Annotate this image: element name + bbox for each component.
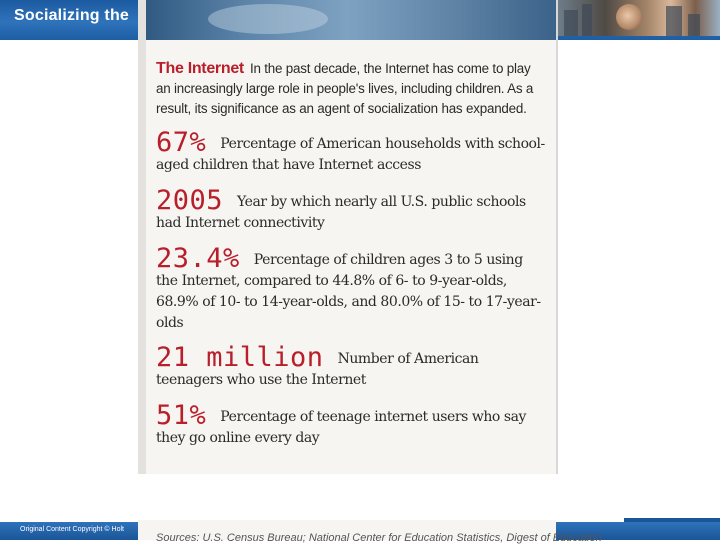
stat-item — [156, 127, 546, 176]
page-top-photo — [138, 0, 556, 40]
header-photo-collage — [556, 0, 720, 36]
stat-item — [156, 400, 546, 449]
slide-title: Socializing the — [14, 7, 130, 24]
stat-value: 23.4% — [156, 243, 240, 274]
stat-description: Percentage of children ages 3 to 5 using the Internet, compared to 44.8% of 6- to 9-year-olds, 68.9% of 10- to 14-year-olds, and 80.0% of 15- to 17-year-olds — [156, 252, 541, 331]
stat-value: 51% — [156, 400, 207, 431]
copyright-notice: Original Content Copyright © Holt — [20, 526, 124, 533]
stat-description: Number of American teenagers who use the Internet — [156, 351, 479, 388]
textbook-page-scan — [138, 0, 558, 474]
intro-text: In the past decade, the Internet has come to play an increasingly large role in people's lives, including children. As a result, its significance as an agent of socialization has expanded. — [156, 61, 534, 116]
stat-description: Year by which nearly all U.S. public schools had Internet connectivity — [156, 194, 526, 231]
stat-item — [156, 185, 546, 234]
sources-line: Sources: U.S. Census Bureau; National Center for Education Statistics, Digest of Education — [156, 532, 602, 544]
stat-value: 67% — [156, 127, 207, 158]
stat-value: 21 million — [156, 342, 324, 373]
page-edge — [138, 0, 146, 474]
stat-description: Percentage of teenage internet users who say they go online every day — [156, 409, 526, 446]
section-heading: The Internet — [156, 60, 244, 77]
stat-description: Percentage of American households with school-aged children that have Internet access — [156, 136, 545, 173]
stat-value: 2005 — [156, 185, 224, 216]
stat-item — [156, 342, 546, 391]
internet-intro — [156, 59, 546, 119]
stat-item — [156, 243, 546, 334]
textbook-page-lower — [138, 520, 602, 544]
